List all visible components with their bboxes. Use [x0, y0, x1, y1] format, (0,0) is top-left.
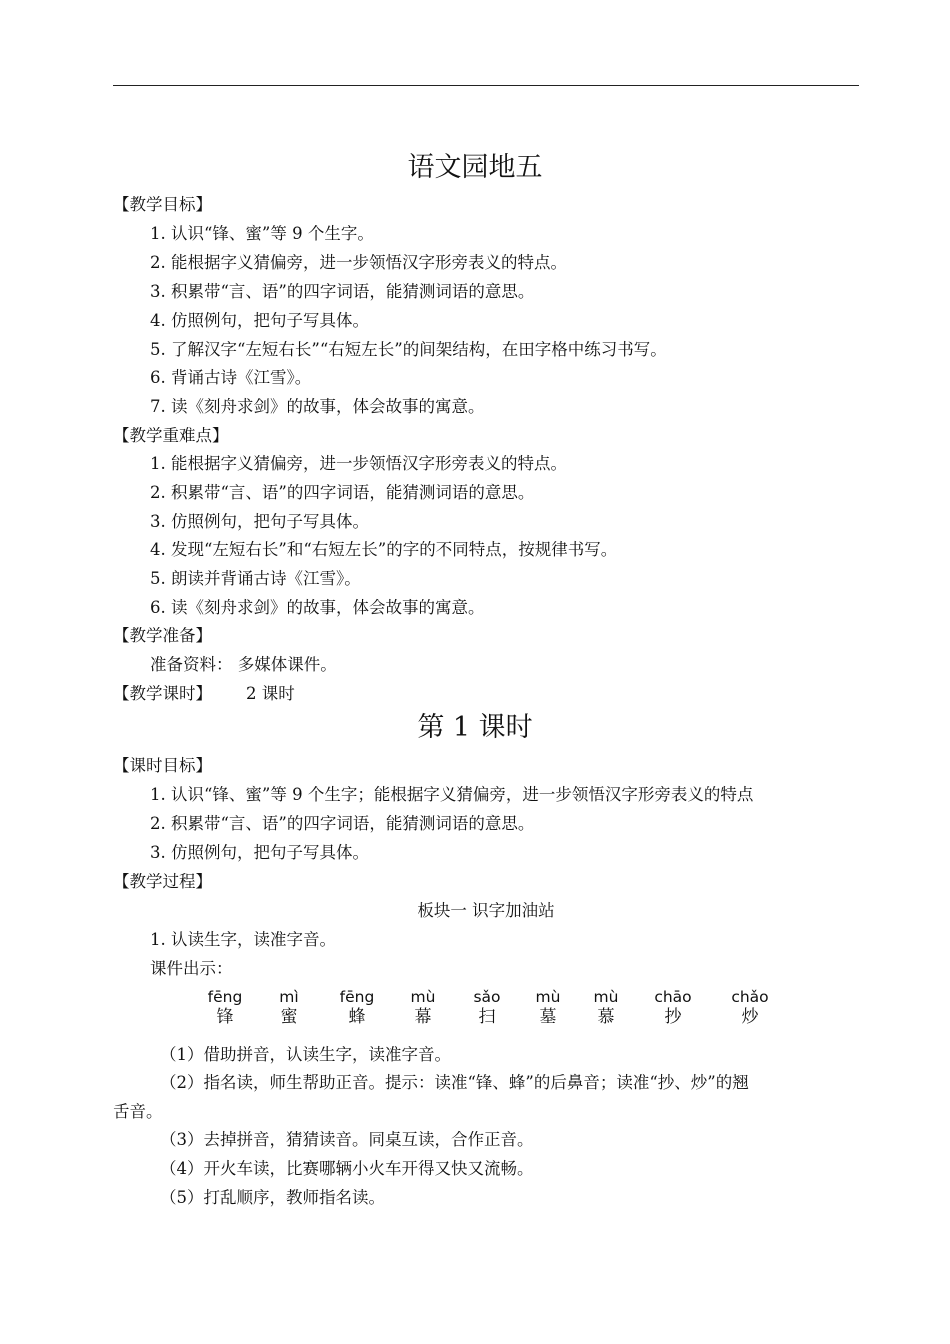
pinyin-char-cell [638, 988, 708, 1028]
objective-item: 5. 了解汉字“左短右长”“右短左长”的间架结构，在田字格中练习书写。 [150, 340, 667, 359]
hours-value: 2 课时 [246, 684, 295, 703]
lesson-objective-item: 3. 仿照例句，把句子写具体。 [150, 843, 369, 862]
lesson-objectives-heading: 【课时目标】 [113, 756, 212, 775]
pinyin: mù [535, 988, 561, 1006]
pinyin: chǎo [731, 988, 769, 1006]
key-point-item: 4. 发现“左短右长”和“右短左长”的字的不同特点，按规律书写。 [150, 540, 618, 559]
sub-step: （3）去掉拼音，猜猜读音。同桌互读，合作正音。 [160, 1130, 534, 1149]
character: 抄 [664, 1007, 682, 1027]
pinyin: chāo [654, 988, 692, 1006]
preparation-heading: 【教学准备】 [113, 626, 212, 645]
key-points-heading: 【教学重难点】 [113, 426, 229, 445]
character: 锋 [216, 1007, 234, 1027]
pinyin: mù [593, 988, 619, 1006]
pinyin-char-cell [190, 988, 260, 1028]
header-rule [113, 85, 859, 86]
key-point-item: 2. 积累带“言、语”的四字词语，能猜测词语的意思。 [150, 483, 535, 502]
pinyin-char-cell [452, 988, 522, 1028]
courseware-label: 课件出示： [150, 959, 233, 978]
objective-item: 4. 仿照例句，把句子写具体。 [150, 311, 369, 330]
key-point-item: 5. 朗读并背诵古诗《江雪》。 [150, 569, 361, 588]
sub-step-continuation: 舌音。 [113, 1102, 163, 1121]
character: 蜂 [348, 1007, 366, 1027]
objectives-heading: 【教学目标】 [113, 195, 212, 214]
sub-step: （4）开火车读，比赛哪辆小火车开得又快又流畅。 [160, 1159, 534, 1178]
pinyin-char-cell [388, 988, 458, 1028]
character: 慕 [597, 1007, 615, 1027]
step-1: 1. 认读生字，读准字音。 [150, 930, 336, 949]
character: 蜜 [280, 1007, 298, 1027]
sub-step: （2）指名读，师生帮助正音。提示：读准“锋、蜂”的后鼻音；读准“抄、炒”的翘 [160, 1073, 749, 1092]
objective-item: 7. 读《刻舟求剑》的故事，体会故事的寓意。 [150, 397, 485, 416]
lesson-objective-item: 1. 认识“锋、蜜”等 9 个生字；能根据字义猜偏旁，进一步领悟汉字形旁表义的特点 [150, 785, 754, 804]
objective-item: 3. 积累带“言、语”的四字词语，能猜测词语的意思。 [150, 282, 535, 301]
objective-item: 1. 认识“锋、蜜”等 9 个生字。 [150, 224, 374, 243]
key-point-item: 1. 能根据字义猜偏旁，进一步领悟汉字形旁表义的特点。 [150, 454, 567, 473]
process-heading: 【教学过程】 [113, 872, 212, 891]
objective-item: 6. 背诵古诗《江雪》。 [150, 368, 312, 387]
character: 墓 [539, 1007, 557, 1027]
lesson-objective-item: 2. 积累带“言、语”的四字词语，能猜测词语的意思。 [150, 814, 535, 833]
pinyin: mì [279, 988, 299, 1006]
pinyin-char-cell [715, 988, 785, 1028]
pinyin-char-cell [254, 988, 324, 1028]
pinyin: fēng [207, 988, 243, 1006]
objective-item: 2. 能根据字义猜偏旁，进一步领悟汉字形旁表义的特点。 [150, 253, 567, 272]
key-point-item: 3. 仿照例句，把句子写具体。 [150, 512, 369, 531]
pinyin-character-table [190, 988, 790, 1032]
section-title: 板块一 识字加油站 [417, 901, 555, 920]
pinyin: mù [410, 988, 436, 1006]
pinyin: sǎo [473, 988, 501, 1006]
sub-step: （5）打乱顺序，教师指名读。 [160, 1188, 385, 1207]
lesson-title: 第 1 课时 [417, 712, 533, 743]
preparation-text: 准备资料： 多媒体课件。 [150, 655, 337, 674]
page-title: 语文园地五 [407, 152, 543, 183]
hours-heading: 【教学课时】 [113, 684, 212, 703]
key-point-item: 6. 读《刻舟求剑》的故事，体会故事的寓意。 [150, 598, 485, 617]
pinyin-char-cell [571, 988, 641, 1028]
character: 幕 [414, 1007, 432, 1027]
character: 扫 [478, 1007, 496, 1027]
character: 炒 [741, 1007, 759, 1027]
pinyin: fēng [339, 988, 375, 1006]
sub-step: （1）借助拼音，认读生字，读准字音。 [160, 1045, 451, 1064]
pinyin-char-cell [322, 988, 392, 1028]
